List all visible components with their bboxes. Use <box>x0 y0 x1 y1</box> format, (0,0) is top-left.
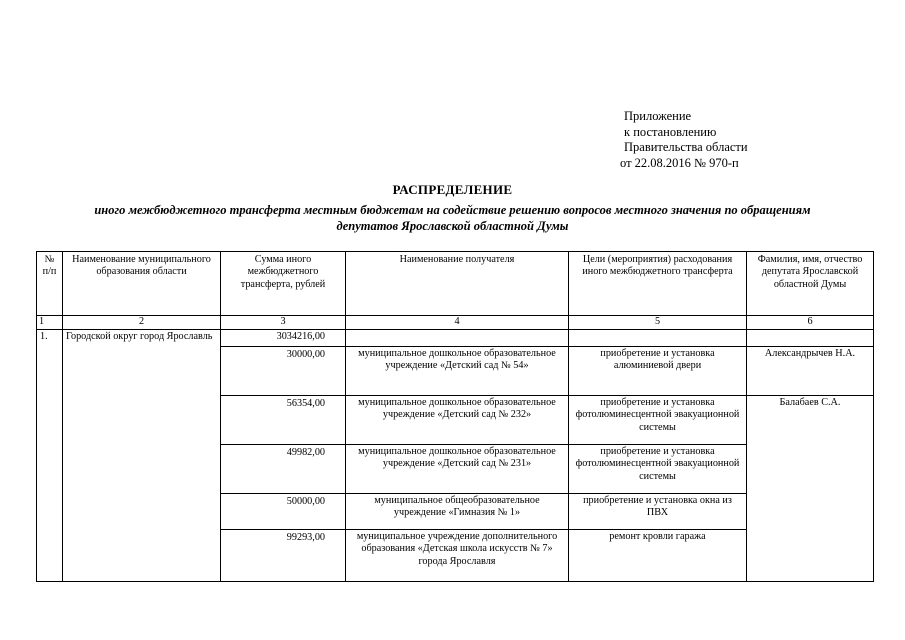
document-title: РАСПРЕДЕЛЕНИЕ <box>392 182 513 197</box>
header-municipality: Наименование муниципального образования области <box>63 252 221 316</box>
deputy-cell: Балабаев С.А. <box>747 396 874 582</box>
column-number: 2 <box>63 316 221 330</box>
appendix-line: Приложение <box>624 109 692 123</box>
recipient-cell: муниципальное общеобразовательное учреждение «Гимназия № 1» <box>346 494 569 530</box>
column-number: 4 <box>346 316 569 330</box>
appendix-line: от 22.08.2016 № 970-п <box>620 155 739 170</box>
deputy-cell: Александрычев Н.А. <box>747 347 874 396</box>
distribution-table <box>36 251 874 582</box>
amount-cell: 56354,00 <box>221 396 346 445</box>
column-number: 6 <box>747 316 874 330</box>
empty-cell <box>747 330 874 347</box>
header-purpose: Цели (мероприятия) расходования иного межбюджетного трансферта <box>569 252 747 316</box>
header-number: № п/п <box>37 252 63 316</box>
purpose-cell: приобретение и установка фотолюминесцентной эвакуационной системы <box>569 396 747 445</box>
recipient-cell: муниципальное дошкольное образовательное учреждение «Детский сад № 231» <box>346 445 569 494</box>
table-row <box>37 330 874 347</box>
table-header-row <box>37 252 874 316</box>
subtitle-line: иного межбюджетного трансферта местным бюджетам на содействие решению вопросов местного значения по обращениям <box>94 203 811 217</box>
appendix-block <box>620 109 748 171</box>
purpose-cell: приобретение и установка алюминиевой двери <box>569 347 747 396</box>
recipient-cell: муниципальное учреждение дополнительного образования «Детская школа искусств № 7» города Ярославля <box>346 530 569 582</box>
amount-cell: 30000,00 <box>221 347 346 396</box>
total-amount: 3034216,00 <box>221 330 346 347</box>
document-subtitle <box>30 202 875 234</box>
row-number: 1. <box>37 330 63 582</box>
amount-cell: 99293,00 <box>221 530 346 582</box>
column-number: 5 <box>569 316 747 330</box>
appendix-line: к постановлению <box>624 124 717 139</box>
appendix-line: Правительства области <box>624 140 748 154</box>
purpose-cell: ремонт кровли гаража <box>569 530 747 582</box>
amount-cell: 50000,00 <box>221 494 346 530</box>
recipient-cell: муниципальное дошкольное образовательное учреждение «Детский сад № 232» <box>346 396 569 445</box>
empty-cell <box>569 330 747 347</box>
empty-cell <box>346 330 569 347</box>
column-number-row <box>37 316 874 330</box>
recipient-cell: муниципальное дошкольное образовательное учреждение «Детский сад № 54» <box>346 347 569 396</box>
header-recipient: Наименование получателя <box>346 252 569 316</box>
subtitle-line: депутатов Ярославской областной Думы <box>336 219 569 233</box>
header-deputy: Фамилия, имя, отчество депутата Ярославской областной Думы <box>747 252 874 316</box>
municipality-name: Городской округ город Ярославль <box>63 330 221 582</box>
amount-cell: 49982,00 <box>221 445 346 494</box>
column-number: 1 <box>37 316 63 330</box>
header-amount: Сумма иного межбюджетного трансферта, рублей <box>221 252 346 316</box>
purpose-cell: приобретение и установка фотолюминесцентной эвакуационной системы <box>569 445 747 494</box>
column-number: 3 <box>221 316 346 330</box>
purpose-cell: приобретение и установка окна из ПВХ <box>569 494 747 530</box>
